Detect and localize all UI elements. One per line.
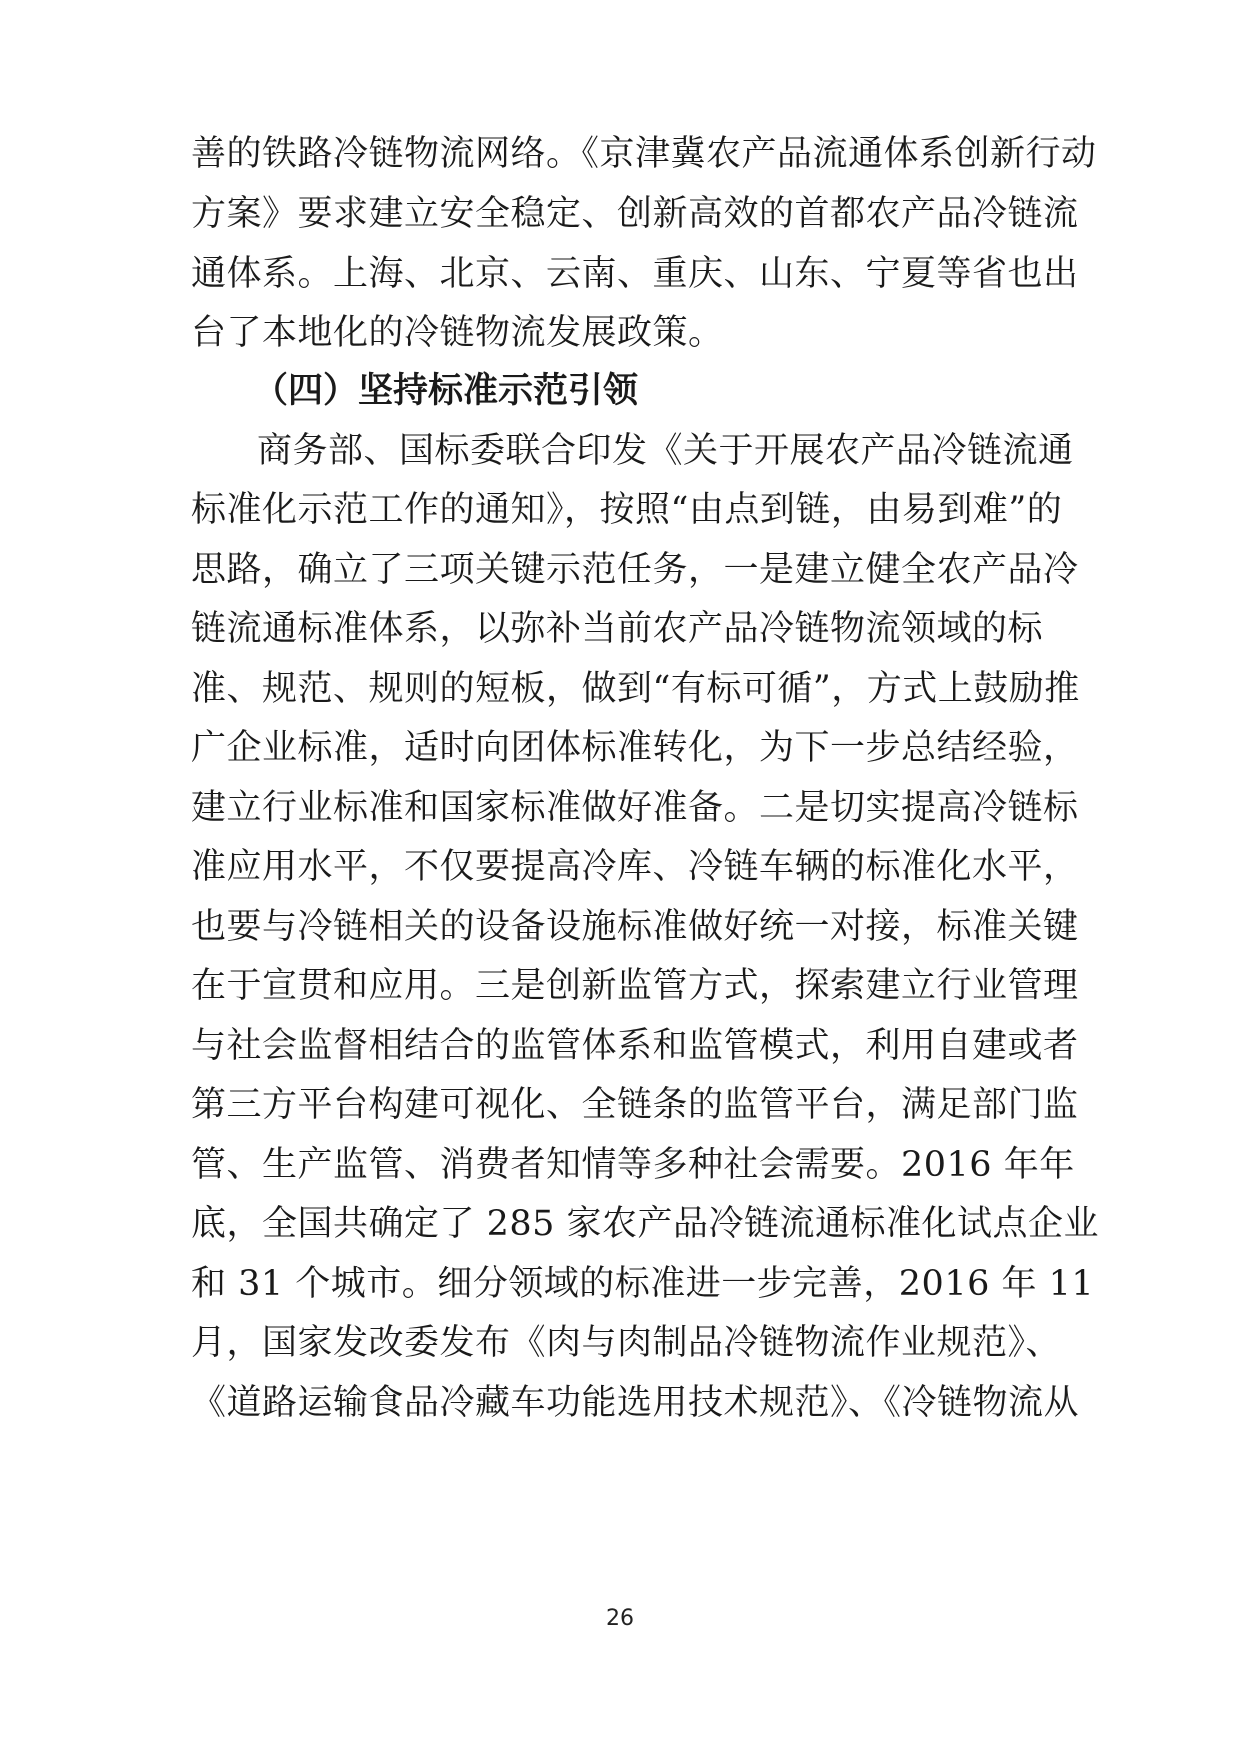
- body-text-line: 也要与冷链相关的设备设施标准做好统一对接，标准关键: [191, 907, 1079, 947]
- body-text-line: 链流通标准体系，以弥补当前农产品冷链物流领域的标: [191, 609, 1044, 649]
- body-text-line: 标准化示范工作的通知》，按照“由点到链，由易到难”的: [191, 490, 1063, 530]
- body-text-line: 《道路运输食品冷藏车功能选用技术规范》、《冷链物流从: [191, 1383, 1080, 1423]
- body-text-line: 底，全国共确定了 285 家农产品冷链流通标准化试点企业: [191, 1204, 1100, 1244]
- body-text-line: 建立行业标准和国家标准做好准备。二是切实提高冷链标: [191, 788, 1079, 828]
- body-text-line: 和 31 个城市。细分领域的标准进一步完善，2016 年 11: [191, 1264, 1095, 1304]
- body-text-line: 善的铁路冷链物流网络。《京津冀农产品流通体系创新行动: [191, 134, 1097, 174]
- body-text-line: 思路，确立了三项关键示范任务，一是建立健全农产品冷: [191, 550, 1079, 590]
- body-text-line: 广企业标准，适时向团体标准转化，为下一步总结经验，: [191, 728, 1079, 768]
- section-heading: （四）坚持标准示范引领: [253, 371, 639, 411]
- body-text-line: 准、规范、规则的短板，做到“有标可循”，方式上鼓励推: [191, 669, 1080, 709]
- body-text-line: 管、生产监管、消费者知情等多种社会需要。2016 年年: [191, 1145, 1075, 1185]
- body-text-line: 方案》要求建立安全稳定、创新高效的首都农产品冷链流: [191, 194, 1079, 234]
- body-text-line: 准应用水平，不仅要提高冷库、冷链车辆的标准化水平，: [191, 847, 1079, 887]
- page-number: 26: [606, 1606, 634, 1631]
- body-text-line: 月，国家发改委发布《肉与肉制品冷链物流作业规范》、: [191, 1323, 1062, 1363]
- body-text-line: 商务部、国标委联合印发《关于开展农产品冷链流通: [257, 431, 1074, 471]
- body-text-line: 与社会监督相结合的监管体系和监管模式，利用自建或者: [191, 1026, 1079, 1066]
- body-text-line: 通体系。上海、北京、云南、重庆、山东、宁夏等省也出: [191, 254, 1079, 294]
- body-text-line: 在于宣贯和应用。三是创新监管方式，探索建立行业管理: [191, 966, 1079, 1006]
- body-text-line: 第三方平台构建可视化、全链条的监管平台，满足部门监: [191, 1085, 1079, 1125]
- body-text-line: 台了本地化的冷链物流发展政策。: [191, 313, 724, 353]
